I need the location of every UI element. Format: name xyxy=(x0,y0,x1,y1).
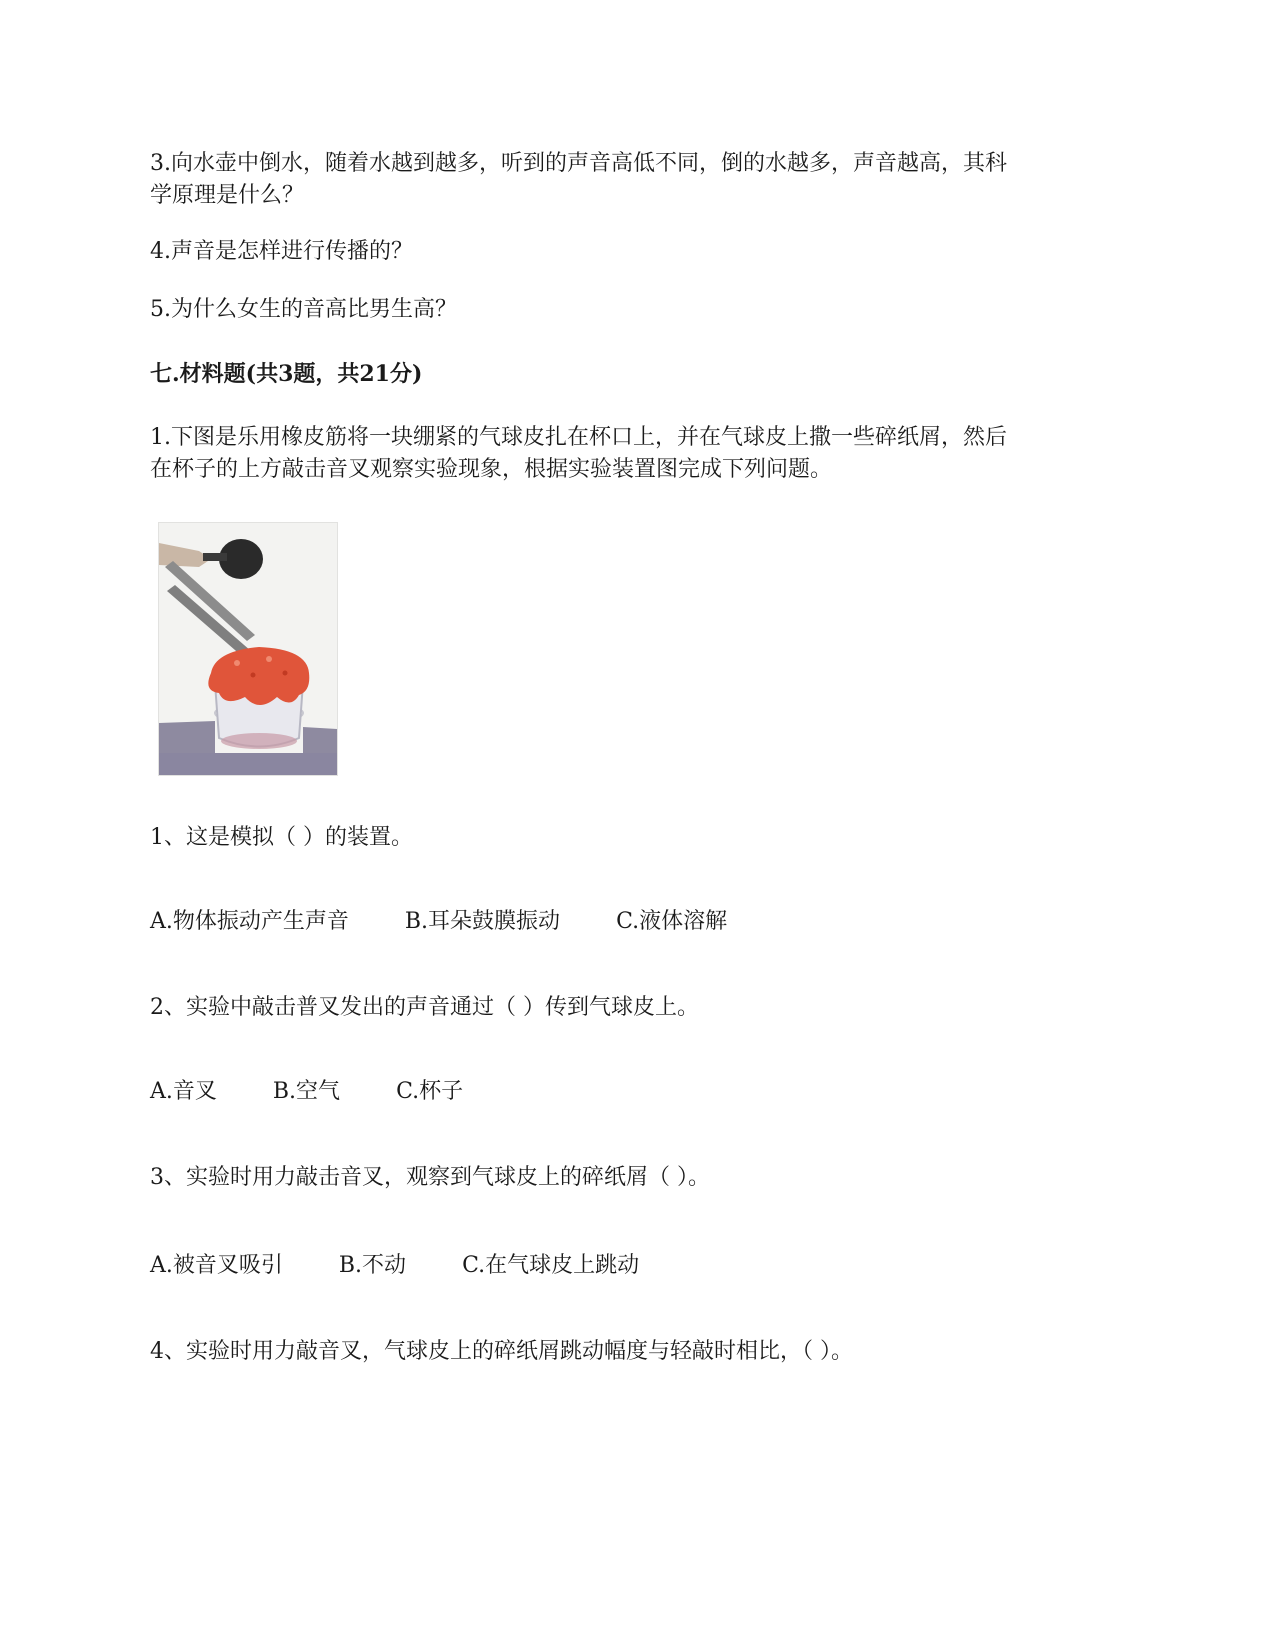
sub-question-1: 1、这是模拟（ ）的装置。 xyxy=(150,825,413,850)
section-7-heading: 七.材料题(共3题，共21分) xyxy=(150,361,423,387)
tuning-fork-balloon-cup-icon xyxy=(159,523,337,775)
sub-question-4: 4、实验时用力敲音叉，气球皮上的碎纸屑跳动幅度与轻敲时相比，（ ）。 xyxy=(150,1339,853,1364)
option-c: C.液体溶解 xyxy=(616,909,728,934)
sub-question-2-options xyxy=(150,1076,463,1108)
option-b: B.空气 xyxy=(272,1079,341,1104)
material-intro-line-1: 1.下图是乐用橡皮筋将一块绷紧的气球皮扎在杯口上，并在气球皮上撒一些碎纸屑，然后 xyxy=(150,425,1007,450)
option-c: C.杯子 xyxy=(396,1079,464,1104)
material-intro-line-2: 在杯子的上方敲击音叉观察实验现象，根据实验装置图完成下列问题。 xyxy=(150,457,833,482)
option-a: A.音叉 xyxy=(150,1079,217,1104)
question-6-4: 4.声音是怎样进行传播的？ xyxy=(150,239,413,264)
option-b: B.不动 xyxy=(338,1253,407,1278)
question-6-3-line-1: 3.向水壶中倒水，随着水越到越多，听到的声音高低不同，倒的水越多，声音越高，其科 xyxy=(150,151,1007,176)
option-b: B.耳朵鼓膜振动 xyxy=(404,909,561,934)
option-c: C.在气球皮上跳动 xyxy=(462,1253,640,1278)
sub-question-3: 3、实验时用力敲击音叉，观察到气球皮上的碎纸屑（ ）。 xyxy=(150,1165,710,1190)
option-a: A.物体振动产生声音 xyxy=(150,909,349,934)
option-a: A.被音叉吸引 xyxy=(150,1253,283,1278)
sub-question-3-options xyxy=(150,1250,639,1282)
question-6-5: 5.为什么女生的音高比男生高？ xyxy=(150,297,457,322)
experiment-figure xyxy=(158,522,338,776)
question-6-3-line-2: 学原理是什么？ xyxy=(150,183,305,208)
sub-question-2: 2、实验中敲击普叉发出的声音通过（ ）传到气球皮上。 xyxy=(150,995,699,1020)
sub-question-1-options xyxy=(150,906,727,938)
